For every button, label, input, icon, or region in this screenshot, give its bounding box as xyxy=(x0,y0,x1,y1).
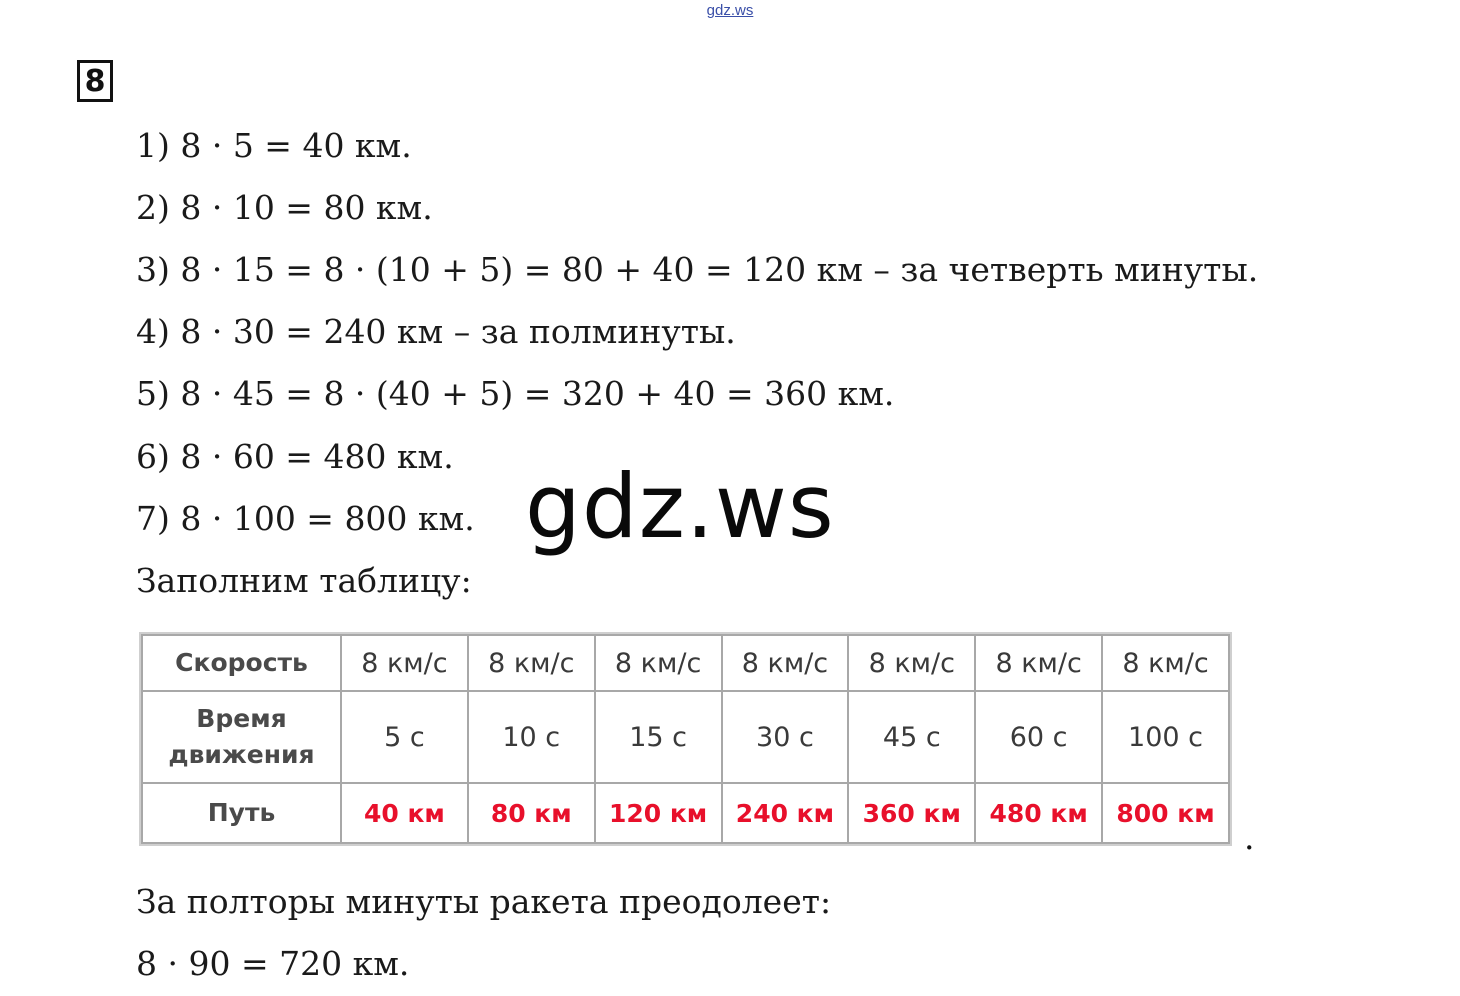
speed-cell: 8 км/с xyxy=(722,635,849,691)
time-label: Время движения xyxy=(142,691,341,783)
time-cell: 60 с xyxy=(975,691,1102,783)
answer-line: 8 · 90 = 720 км. xyxy=(136,944,410,983)
motion-table xyxy=(141,634,1230,844)
distance-cell: 800 км xyxy=(1102,783,1229,843)
distance-label: Путь xyxy=(142,783,341,843)
speed-row xyxy=(142,635,1229,691)
watermark: gdz.ws xyxy=(525,455,835,558)
trailing-dot: . xyxy=(1244,818,1255,857)
time-cell: 10 с xyxy=(468,691,595,783)
task-number: 8 xyxy=(77,60,113,102)
solution-line-4: 4) 8 · 30 = 240 км – за полминуты. xyxy=(136,312,736,351)
solution-line-1: 1) 8 · 5 = 40 км. xyxy=(136,126,412,165)
time-cell: 15 с xyxy=(595,691,722,783)
distance-cell: 40 км xyxy=(341,783,468,843)
speed-cell: 8 км/с xyxy=(468,635,595,691)
solution-line-5: 5) 8 · 45 = 8 · (40 + 5) = 320 + 40 = 360 км. xyxy=(136,374,895,413)
conclusion-text: За полторы минуты ракета преодолеет: xyxy=(136,882,832,921)
distance-cell: 80 км xyxy=(468,783,595,843)
distance-cell: 360 км xyxy=(848,783,975,843)
speed-cell: 8 км/с xyxy=(1102,635,1229,691)
solution-line-7: 7) 8 · 100 = 800 км. xyxy=(136,499,475,538)
speed-cell: 8 км/с xyxy=(975,635,1102,691)
distance-row xyxy=(142,783,1229,843)
speed-cell: 8 км/с xyxy=(341,635,468,691)
distance-cell: 240 км xyxy=(722,783,849,843)
speed-cell: 8 км/с xyxy=(848,635,975,691)
solution-line-3: 3) 8 · 15 = 8 · (10 + 5) = 80 + 40 = 120 км – за четверть минуты. xyxy=(136,250,1259,289)
table-intro: Заполним таблицу: xyxy=(136,561,472,600)
speed-label: Скорость xyxy=(142,635,341,691)
distance-cell: 480 км xyxy=(975,783,1102,843)
time-row xyxy=(142,691,1229,783)
time-cell: 45 с xyxy=(848,691,975,783)
distance-cell: 120 км xyxy=(595,783,722,843)
time-cell: 100 с xyxy=(1102,691,1229,783)
solution-line-6: 6) 8 · 60 = 480 км. xyxy=(136,437,454,476)
solution-line-2: 2) 8 · 10 = 80 км. xyxy=(136,188,433,227)
time-cell: 30 с xyxy=(722,691,849,783)
speed-cell: 8 км/с xyxy=(595,635,722,691)
site-link[interactable]: gdz.ws xyxy=(706,2,754,19)
time-cell: 5 с xyxy=(341,691,468,783)
